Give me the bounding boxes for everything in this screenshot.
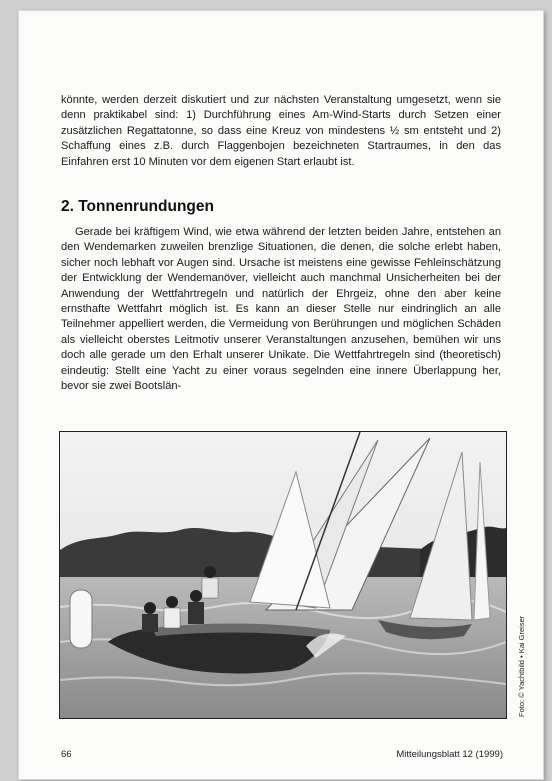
- page-sheet: [18, 10, 544, 780]
- journal-title: Mitteilungsblatt 12 (1999): [396, 749, 503, 760]
- photo-credit: Foto: © Yachtbild • Kai Greiser: [517, 615, 526, 717]
- paragraph-start-conditions: [61, 93, 501, 170]
- paragraph-1: könnte, werden derzeit diskutiert und zur nächsten Veranstaltung umgesetzt, wenn sie denn praktikabel sind: 1) Durchführung eines Am-Wind-Starts durch Setzen einer zusätzlichen Regattatonne, so dass eine Kreuz von mindestens ½ sm entsteht und 2) Schaffung eines z.B. durch Flaggenbojen bezeichneten Startraumes, in den das Einfahren erst 10 Minuten vor dem eigenen Start erlaubt ist.: [61, 94, 501, 168]
- paragraph-mark-roundings: [61, 225, 501, 394]
- section-heading: 2. Tonnenrundungen: [61, 198, 214, 215]
- sailing-photo: [59, 431, 507, 719]
- page-number: 66: [61, 749, 72, 760]
- paragraph-2: Gerade bei kräftigem Wind, wie etwa während der letzten beiden Jahre, entstehen an den Wendemarken zuweilen brenzlige Situationen, die denen, die solche erlebt haben, sicher noch lebhaft vor Augen sind. Ursache ist meistens eine gewisse Fehleinschätzung der Entwicklung der Wendemanöver, vielleicht auch manchmal Unsicherheiten bei der Anwendung der Wettfahrtregeln und natürlich der Ehrgeiz, ohne den aber keine ernsthafte Wettfahrt möglich ist. Es kann an dieser Stelle nur eindringlich an alle Teilnehmer appelliert werden, die Vermeidung von Berührungen und möglichen Schäden als vielleicht oberstes Leitmotiv unserer Veranstaltungen anzusehen, bemühen wir uns doch alle gerade um den Erhalt unserer Unikate. Die Wettfahrtregeln sind (theoretisch) eindeutig: Stellt eine Yacht zu einer voraus segelnden eine innere Überlappung her, bevor sie zwei Bootslän-: [61, 226, 501, 393]
